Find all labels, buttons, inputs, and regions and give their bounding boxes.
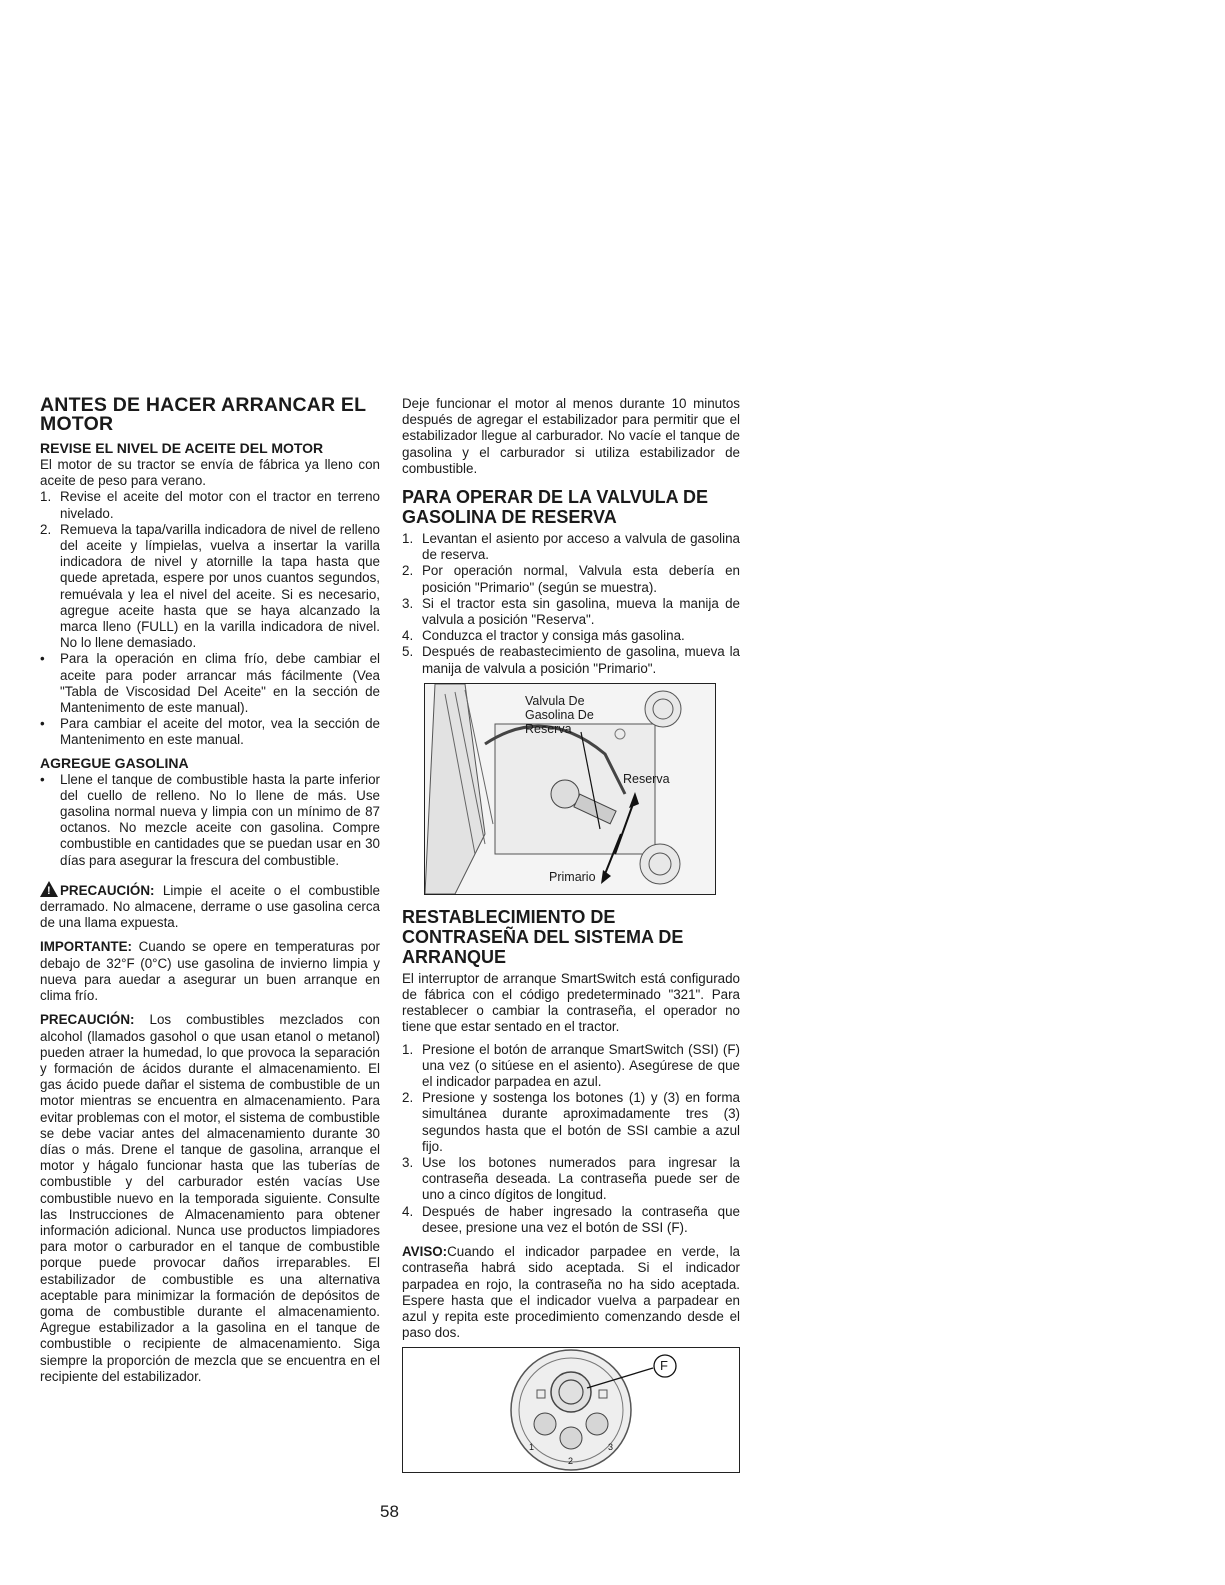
right-column	[402, 396, 740, 1473]
notice-paragraph: AVISO:Cuando el indicador parpadee en verde, la contraseña habrá sido aceptada. Si el indicador parpadea en rojo, la contraseña no ha sido aceptada. Espere hasta que el indicador vuelva a parpadear en azul y repita este procedimiento comenzando desde el paso dos.	[402, 1244, 740, 1341]
list-item: 3. Use los botones numerados para ingresar la contraseña deseada. La contraseña puede ser de uno a cinco dígitos de longitud.	[402, 1155, 740, 1203]
reset-heading: RESTABLECIMIENTO DE CONTRASEÑA DEL SISTEMA DE ARRANQUE	[402, 906, 684, 967]
caution-paragraph: !PRECAUCIÓN: Limpie el aceite o el combustible derramado. No almacene, derrame o use gasolina cerca de una llama expuesta.	[40, 881, 380, 932]
section-title: ANTES DE HACER ARRANCAR EL MOTOR	[40, 394, 366, 435]
reset-intro: El interruptor de arranque SmartSwitch está configurado de fábrica con el código predeterminado "321". Para restablecer o cambiar la contraseña, el operador no tiene que estar sentado en el tractor.	[402, 970, 740, 1035]
page-number: 58	[380, 1502, 399, 1521]
stabilizer-paragraph: Deje funcionar el motor al menos durante 10 minutos después de agregar el estabilizador para permitir que el estabilizador llegue al carburador. No vacíe el tanque de gasolina y el carburador si utiliza estabilizador de combustible.	[402, 396, 740, 476]
valve-heading: PARA OPERAR DE LA VALVULA DE GASOLINA DE RESERVA	[402, 487, 709, 528]
reserve-label: Reserva	[623, 771, 670, 786]
warning-icon	[40, 881, 58, 897]
smartswitch-figure	[402, 1347, 740, 1473]
button-3-label: 3	[608, 1442, 614, 1453]
list-item: 2. Presione y sostenga los botones (1) y (3) en forma simultánea durante aproximadamente tres (3) segundos hasta que el botón de SSI cambie a azul fijo.	[402, 1090, 740, 1154]
valve-label: Valvula De Gasolina De Reserva	[525, 693, 594, 736]
fuel-list	[40, 772, 380, 869]
list-item: 4. Después de haber ingresado la contraseña que desee, presione una vez el botón de SSI (F).	[402, 1203, 740, 1235]
oil-heading: REVISE EL NIVEL DE ACEITE DEL MOTOR	[40, 440, 324, 456]
button-2-label: 2	[568, 1456, 574, 1467]
caution-fuel-paragraph: PRECAUCIÓN: Los combustibles mezclados con alcohol (llamados gasohol o que usan etanol o metanol) pueden atraer la humedad, lo que provoca la separación y formación de ácidos durante el almacenamiento. El gas ácido puede dañar el sistema de combustible de un motor mientras se encuentra en almacenamiento. Para evitar problemas con el motor, el sistema de combustible se debe vaciar antes del almacenamiento durante 30 días o más. Drene el tanque de gasolina, arranque el motor y hágalo funcionar hasta que las tuberías de combustible y del carburador estén vacías Use combustible nuevo en la temporada siguiente. Consulte las Instrucciones de Almacenamiento para obtener información adicional. Nunca use productos limpiadores para motor o carburador en el tanque de combustible porque puede provocar daños irreparables. El estabilizador de combustible es una alternativa aceptable para minimizar la formación de depósitos de goma de combustible durante el almacenamiento. Agregue estabilizador a la gasolina en el tanque de combustible o recipiente de almacenamiento. Siga siempre la proporción de mezcla que se encuentra en el recipiente del estabilizador.	[40, 1012, 380, 1384]
important-paragraph: IMPORTANTE: Cuando se opere en temperaturas por debajo de 32°F (0°C) use gasolina de invierno limpia y nueva para auedar a asegurar un buen arranque en clima frío.	[40, 939, 380, 1004]
list-item: 1. Presione el botón de arranque SmartSwitch (SSI) (F) una vez (o sitúese en el asiento). Asegúrese de que el indicador parpadea en azul.	[402, 1041, 740, 1090]
list-item: 1. Revise el aceite del motor con el tractor en terreno nivelado.	[40, 489, 380, 521]
list-item: 5. Después de reabastecimiento de gasolina, mueva la manija de valvula a posición "Primario".	[402, 644, 740, 676]
valve-steps	[402, 531, 740, 677]
left-column	[40, 396, 380, 1385]
fuel-valve-figure	[424, 683, 716, 895]
primary-label: Primario	[549, 869, 596, 884]
oil-steps	[40, 489, 380, 748]
list-item: 1. Levantan el asiento por acceso a valvula de gasolina de reserva.	[402, 531, 740, 563]
fuel-heading: AGREGUE GASOLINA	[40, 754, 189, 771]
button-1-label: 1	[529, 1442, 535, 1453]
f-label: F	[660, 1358, 668, 1374]
list-item: • Llene el tanque de combustible hasta la parte inferior del cuello de relleno. No lo llene de más. Use gasolina normal nueva y limpia con un mínimo de 87 octanos. No mezcle aceite con gasolina. Compre combustible en cantidades que se puedan usar en 30 días para asegurar la frescura del combustible.	[40, 771, 380, 868]
list-item: • Para la operación en clima frío, debe cambiar el aceite para poder arrancar más fácilmente (Vea "Tabla de Viscosidad Del Aceite" en la sección de Mantenimento de este manual).	[40, 651, 380, 716]
oil-intro: El motor de su tractor se envía de fábrica ya lleno con aceite de peso para verano.	[40, 457, 380, 489]
reset-steps	[402, 1042, 740, 1236]
list-item: 4. Conduzca el tractor y consiga más gasolina.	[402, 628, 685, 644]
list-item: 2. Remueva la tapa/varilla indicadora de nivel de relleno del aceite y límpielas, vuelva a insertar la varilla indicadora de nivel y atornille la tapa hasta que quede apretada, espere por unos cuantos segundos, remuévala y lea el nivel del aceite. Si es necesario, agregue aceite hasta que se haya alcanzado la marca lleno (FULL) en la varilla indicadora de nivel. No lo llene demasiado.	[40, 521, 380, 651]
list-item: 3. Si el tractor esta sin gasolina, mueva la manija de valvula a posición "Reserva".	[402, 595, 740, 628]
list-item: • Para cambiar el aceite del motor, vea la sección de Mantenimento en este manual.	[40, 716, 380, 748]
list-item: 2. Por operación normal, Valvula esta debería en posición "Primario" (según se muestra).	[402, 563, 740, 595]
